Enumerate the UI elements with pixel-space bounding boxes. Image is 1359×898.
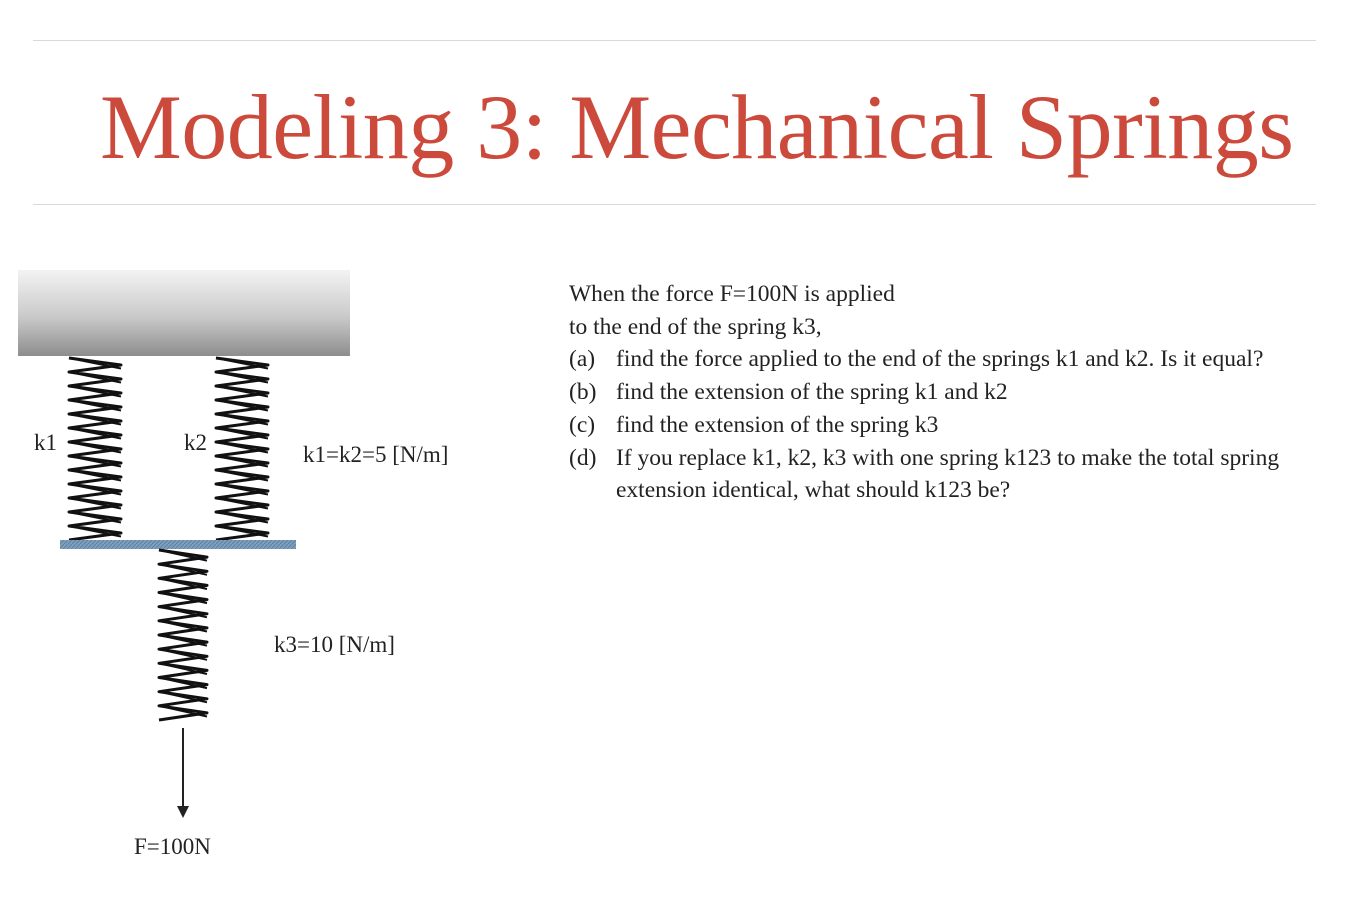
label-k1: k1 [34,430,57,455]
question-list [569,343,1329,507]
spring-diagram [0,0,520,898]
question-marker: (c) [569,411,596,438]
question-item-c [569,409,1329,442]
label-k2: k2 [184,430,207,455]
label-k3-value: k3=10 [N/m] [274,632,395,657]
label-force: F=100N [134,834,211,859]
spring-k2 [216,358,268,540]
force-arrowhead [177,806,189,818]
ceiling-support [18,270,350,356]
question-item-a [569,343,1329,376]
question-marker: (d) [569,444,597,471]
question-item-d [569,442,1329,507]
problem-intro-line-1: When the force F=100N is applied [569,281,895,307]
question-text: If you replace k1, k2, k3 with one spring k123 to make the total spring extension identical, what should k123 be? [616,444,1280,504]
slide-title: Modeling 3: Mechanical Springs [100,76,1294,178]
spring-k3 [159,550,207,720]
problem-intro-line-2: to the end of the spring k3, [569,313,822,340]
problem-statement [569,278,1329,507]
question-marker: (a) [569,346,596,373]
spring-k1 [69,358,121,540]
question-text: find the force applied to the end of the springs k1 and k2. Is it equal? [616,346,1264,373]
question-marker: (b) [569,379,597,406]
label-k1-k2-value: k1=k2=5 [N/m] [303,442,449,467]
connecting-plate [60,540,296,549]
question-text: find the extension of the spring k3 [616,411,939,438]
question-item-b [569,376,1329,409]
question-text: find the extension of the spring k1 and k2 [616,379,1008,406]
spring-coil [159,550,207,720]
